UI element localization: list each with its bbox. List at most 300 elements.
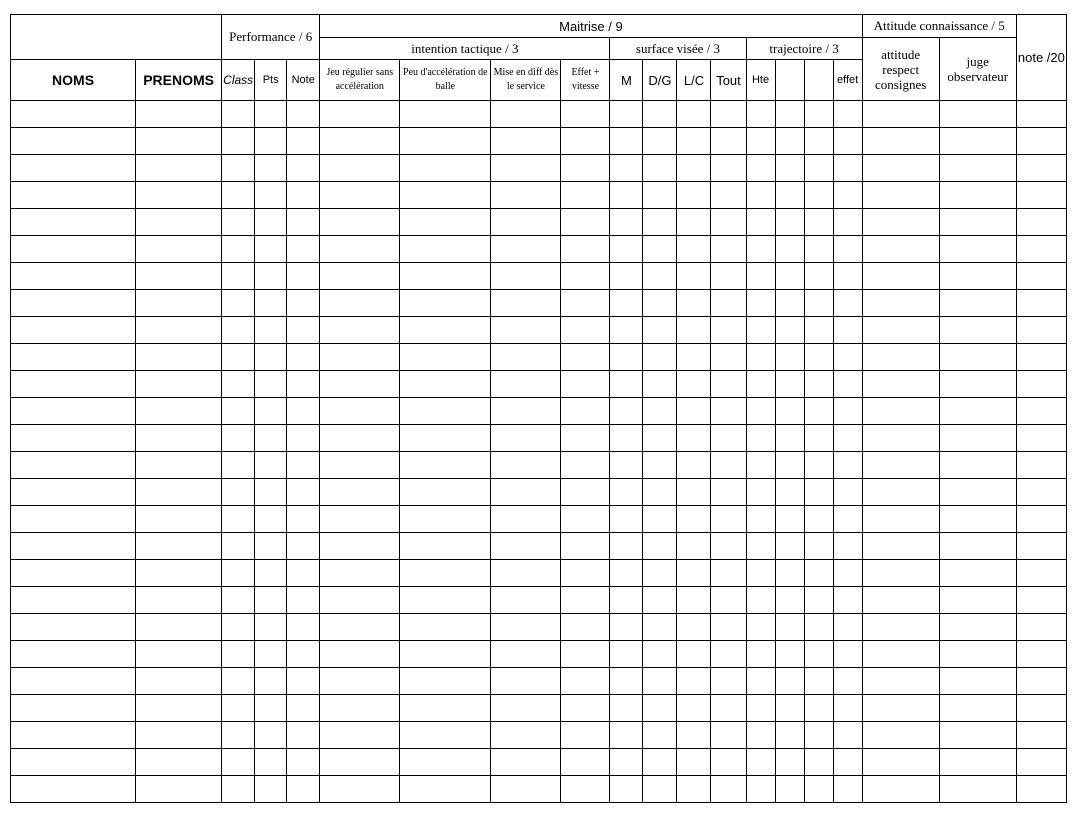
note-finale-cell[interactable] [1016, 560, 1066, 587]
nom-cell[interactable] [11, 749, 136, 776]
class-cell[interactable] [222, 398, 255, 425]
prenom-cell[interactable] [136, 371, 222, 398]
note-cell[interactable] [287, 452, 320, 479]
trajectoire-2-cell[interactable] [775, 263, 804, 290]
prenom-cell[interactable] [136, 236, 222, 263]
jeu-regulier-cell[interactable] [320, 587, 400, 614]
class-cell[interactable] [222, 236, 255, 263]
jeu-regulier-cell[interactable] [320, 425, 400, 452]
note-cell[interactable] [287, 209, 320, 236]
effet-vitesse-cell[interactable] [561, 668, 610, 695]
class-cell[interactable] [222, 749, 255, 776]
trajectoire-2-cell[interactable] [775, 236, 804, 263]
m-cell[interactable] [610, 182, 643, 209]
jeu-regulier-cell[interactable] [320, 317, 400, 344]
attitude-respect-cell[interactable] [862, 317, 939, 344]
trajectoire-2-cell[interactable] [775, 452, 804, 479]
nom-cell[interactable] [11, 776, 136, 803]
pts-cell[interactable] [255, 614, 287, 641]
note-cell[interactable] [287, 128, 320, 155]
attitude-respect-cell[interactable] [862, 425, 939, 452]
note-cell[interactable] [287, 236, 320, 263]
prenom-cell[interactable] [136, 452, 222, 479]
effet-cell[interactable] [833, 533, 862, 560]
effet-cell[interactable] [833, 425, 862, 452]
prenom-cell[interactable] [136, 209, 222, 236]
jeu-regulier-cell[interactable] [320, 614, 400, 641]
attitude-respect-cell[interactable] [862, 506, 939, 533]
lc-cell[interactable] [677, 101, 711, 128]
class-cell[interactable] [222, 479, 255, 506]
lc-cell[interactable] [677, 749, 711, 776]
m-cell[interactable] [610, 641, 643, 668]
trajectoire-2-cell[interactable] [775, 101, 804, 128]
m-cell[interactable] [610, 317, 643, 344]
class-cell[interactable] [222, 155, 255, 182]
prenom-cell[interactable] [136, 425, 222, 452]
peu-acceleration-cell[interactable] [400, 722, 491, 749]
m-cell[interactable] [610, 722, 643, 749]
juge-observateur-cell[interactable] [939, 317, 1016, 344]
lc-cell[interactable] [677, 317, 711, 344]
attitude-respect-cell[interactable] [862, 776, 939, 803]
m-cell[interactable] [610, 533, 643, 560]
effet-cell[interactable] [833, 344, 862, 371]
nom-cell[interactable] [11, 452, 136, 479]
m-cell[interactable] [610, 506, 643, 533]
juge-observateur-cell[interactable] [939, 614, 1016, 641]
m-cell[interactable] [610, 398, 643, 425]
hte-cell[interactable] [746, 776, 775, 803]
dg-cell[interactable] [643, 587, 677, 614]
trajectoire-3-cell[interactable] [804, 614, 833, 641]
pts-cell[interactable] [255, 128, 287, 155]
trajectoire-2-cell[interactable] [775, 560, 804, 587]
attitude-respect-cell[interactable] [862, 668, 939, 695]
effet-cell[interactable] [833, 452, 862, 479]
m-cell[interactable] [610, 263, 643, 290]
class-cell[interactable] [222, 263, 255, 290]
class-cell[interactable] [222, 776, 255, 803]
trajectoire-3-cell[interactable] [804, 668, 833, 695]
juge-observateur-cell[interactable] [939, 668, 1016, 695]
trajectoire-2-cell[interactable] [775, 668, 804, 695]
dg-cell[interactable] [643, 155, 677, 182]
class-cell[interactable] [222, 209, 255, 236]
jeu-regulier-cell[interactable] [320, 101, 400, 128]
lc-cell[interactable] [677, 128, 711, 155]
nom-cell[interactable] [11, 128, 136, 155]
attitude-respect-cell[interactable] [862, 641, 939, 668]
m-cell[interactable] [610, 587, 643, 614]
tout-cell[interactable] [711, 479, 746, 506]
attitude-respect-cell[interactable] [862, 722, 939, 749]
nom-cell[interactable] [11, 695, 136, 722]
note-finale-cell[interactable] [1016, 722, 1066, 749]
m-cell[interactable] [610, 101, 643, 128]
nom-cell[interactable] [11, 344, 136, 371]
effet-cell[interactable] [833, 371, 862, 398]
m-cell[interactable] [610, 425, 643, 452]
mise-en-diff-cell[interactable] [491, 641, 561, 668]
peu-acceleration-cell[interactable] [400, 182, 491, 209]
mise-en-diff-cell[interactable] [491, 371, 561, 398]
note-finale-cell[interactable] [1016, 749, 1066, 776]
trajectoire-2-cell[interactable] [775, 182, 804, 209]
note-finale-cell[interactable] [1016, 533, 1066, 560]
hte-cell[interactable] [746, 425, 775, 452]
note-finale-cell[interactable] [1016, 452, 1066, 479]
pts-cell[interactable] [255, 155, 287, 182]
tout-cell[interactable] [711, 695, 746, 722]
trajectoire-2-cell[interactable] [775, 506, 804, 533]
lc-cell[interactable] [677, 668, 711, 695]
jeu-regulier-cell[interactable] [320, 344, 400, 371]
mise-en-diff-cell[interactable] [491, 290, 561, 317]
lc-cell[interactable] [677, 722, 711, 749]
lc-cell[interactable] [677, 506, 711, 533]
trajectoire-3-cell[interactable] [804, 425, 833, 452]
note-cell[interactable] [287, 506, 320, 533]
effet-cell[interactable] [833, 560, 862, 587]
nom-cell[interactable] [11, 533, 136, 560]
effet-vitesse-cell[interactable] [561, 263, 610, 290]
note-cell[interactable] [287, 560, 320, 587]
effet-cell[interactable] [833, 668, 862, 695]
prenom-cell[interactable] [136, 290, 222, 317]
hte-cell[interactable] [746, 128, 775, 155]
juge-observateur-cell[interactable] [939, 155, 1016, 182]
trajectoire-3-cell[interactable] [804, 479, 833, 506]
trajectoire-3-cell[interactable] [804, 749, 833, 776]
prenom-cell[interactable] [136, 776, 222, 803]
nom-cell[interactable] [11, 236, 136, 263]
lc-cell[interactable] [677, 344, 711, 371]
peu-acceleration-cell[interactable] [400, 101, 491, 128]
mise-en-diff-cell[interactable] [491, 344, 561, 371]
effet-vitesse-cell[interactable] [561, 371, 610, 398]
mise-en-diff-cell[interactable] [491, 209, 561, 236]
nom-cell[interactable] [11, 155, 136, 182]
attitude-respect-cell[interactable] [862, 101, 939, 128]
class-cell[interactable] [222, 587, 255, 614]
effet-cell[interactable] [833, 398, 862, 425]
dg-cell[interactable] [643, 749, 677, 776]
effet-cell[interactable] [833, 182, 862, 209]
jeu-regulier-cell[interactable] [320, 398, 400, 425]
effet-vitesse-cell[interactable] [561, 425, 610, 452]
trajectoire-2-cell[interactable] [775, 155, 804, 182]
mise-en-diff-cell[interactable] [491, 236, 561, 263]
peu-acceleration-cell[interactable] [400, 236, 491, 263]
trajectoire-3-cell[interactable] [804, 344, 833, 371]
prenom-cell[interactable] [136, 506, 222, 533]
hte-cell[interactable] [746, 641, 775, 668]
prenom-cell[interactable] [136, 344, 222, 371]
jeu-regulier-cell[interactable] [320, 209, 400, 236]
dg-cell[interactable] [643, 695, 677, 722]
trajectoire-2-cell[interactable] [775, 290, 804, 317]
peu-acceleration-cell[interactable] [400, 290, 491, 317]
attitude-respect-cell[interactable] [862, 452, 939, 479]
hte-cell[interactable] [746, 479, 775, 506]
hte-cell[interactable] [746, 263, 775, 290]
mise-en-diff-cell[interactable] [491, 722, 561, 749]
class-cell[interactable] [222, 641, 255, 668]
pts-cell[interactable] [255, 533, 287, 560]
note-finale-cell[interactable] [1016, 371, 1066, 398]
peu-acceleration-cell[interactable] [400, 695, 491, 722]
mise-en-diff-cell[interactable] [491, 614, 561, 641]
note-cell[interactable] [287, 263, 320, 290]
class-cell[interactable] [222, 452, 255, 479]
tout-cell[interactable] [711, 614, 746, 641]
jeu-regulier-cell[interactable] [320, 533, 400, 560]
trajectoire-3-cell[interactable] [804, 101, 833, 128]
effet-vitesse-cell[interactable] [561, 749, 610, 776]
lc-cell[interactable] [677, 290, 711, 317]
peu-acceleration-cell[interactable] [400, 641, 491, 668]
juge-observateur-cell[interactable] [939, 452, 1016, 479]
prenom-cell[interactable] [136, 695, 222, 722]
trajectoire-3-cell[interactable] [804, 587, 833, 614]
prenom-cell[interactable] [136, 101, 222, 128]
effet-vitesse-cell[interactable] [561, 128, 610, 155]
lc-cell[interactable] [677, 236, 711, 263]
note-cell[interactable] [287, 371, 320, 398]
lc-cell[interactable] [677, 209, 711, 236]
prenom-cell[interactable] [136, 398, 222, 425]
note-finale-cell[interactable] [1016, 425, 1066, 452]
dg-cell[interactable] [643, 344, 677, 371]
tout-cell[interactable] [711, 398, 746, 425]
juge-observateur-cell[interactable] [939, 479, 1016, 506]
nom-cell[interactable] [11, 614, 136, 641]
dg-cell[interactable] [643, 722, 677, 749]
hte-cell[interactable] [746, 236, 775, 263]
trajectoire-2-cell[interactable] [775, 749, 804, 776]
nom-cell[interactable] [11, 209, 136, 236]
tout-cell[interactable] [711, 776, 746, 803]
prenom-cell[interactable] [136, 668, 222, 695]
note-finale-cell[interactable] [1016, 668, 1066, 695]
juge-observateur-cell[interactable] [939, 695, 1016, 722]
lc-cell[interactable] [677, 425, 711, 452]
nom-cell[interactable] [11, 182, 136, 209]
tout-cell[interactable] [711, 182, 746, 209]
prenom-cell[interactable] [136, 641, 222, 668]
effet-vitesse-cell[interactable] [561, 344, 610, 371]
attitude-respect-cell[interactable] [862, 587, 939, 614]
hte-cell[interactable] [746, 722, 775, 749]
effet-vitesse-cell[interactable] [561, 290, 610, 317]
lc-cell[interactable] [677, 560, 711, 587]
mise-en-diff-cell[interactable] [491, 425, 561, 452]
attitude-respect-cell[interactable] [862, 479, 939, 506]
note-finale-cell[interactable] [1016, 236, 1066, 263]
dg-cell[interactable] [643, 209, 677, 236]
trajectoire-2-cell[interactable] [775, 587, 804, 614]
dg-cell[interactable] [643, 533, 677, 560]
effet-vitesse-cell[interactable] [561, 776, 610, 803]
mise-en-diff-cell[interactable] [491, 317, 561, 344]
effet-vitesse-cell[interactable] [561, 398, 610, 425]
pts-cell[interactable] [255, 695, 287, 722]
m-cell[interactable] [610, 344, 643, 371]
hte-cell[interactable] [746, 398, 775, 425]
juge-observateur-cell[interactable] [939, 182, 1016, 209]
juge-observateur-cell[interactable] [939, 128, 1016, 155]
peu-acceleration-cell[interactable] [400, 506, 491, 533]
note-finale-cell[interactable] [1016, 155, 1066, 182]
juge-observateur-cell[interactable] [939, 263, 1016, 290]
trajectoire-3-cell[interactable] [804, 182, 833, 209]
tout-cell[interactable] [711, 587, 746, 614]
mise-en-diff-cell[interactable] [491, 479, 561, 506]
note-finale-cell[interactable] [1016, 479, 1066, 506]
trajectoire-2-cell[interactable] [775, 695, 804, 722]
hte-cell[interactable] [746, 533, 775, 560]
peu-acceleration-cell[interactable] [400, 425, 491, 452]
dg-cell[interactable] [643, 236, 677, 263]
trajectoire-3-cell[interactable] [804, 128, 833, 155]
effet-cell[interactable] [833, 317, 862, 344]
effet-cell[interactable] [833, 290, 862, 317]
lc-cell[interactable] [677, 641, 711, 668]
note-cell[interactable] [287, 344, 320, 371]
nom-cell[interactable] [11, 641, 136, 668]
lc-cell[interactable] [677, 587, 711, 614]
dg-cell[interactable] [643, 101, 677, 128]
note-cell[interactable] [287, 749, 320, 776]
attitude-respect-cell[interactable] [862, 344, 939, 371]
mise-en-diff-cell[interactable] [491, 101, 561, 128]
dg-cell[interactable] [643, 479, 677, 506]
jeu-regulier-cell[interactable] [320, 506, 400, 533]
m-cell[interactable] [610, 695, 643, 722]
dg-cell[interactable] [643, 425, 677, 452]
note-cell[interactable] [287, 587, 320, 614]
juge-observateur-cell[interactable] [939, 236, 1016, 263]
effet-cell[interactable] [833, 236, 862, 263]
prenom-cell[interactable] [136, 263, 222, 290]
dg-cell[interactable] [643, 371, 677, 398]
attitude-respect-cell[interactable] [862, 290, 939, 317]
lc-cell[interactable] [677, 452, 711, 479]
nom-cell[interactable] [11, 398, 136, 425]
juge-observateur-cell[interactable] [939, 344, 1016, 371]
note-cell[interactable] [287, 695, 320, 722]
tout-cell[interactable] [711, 128, 746, 155]
effet-vitesse-cell[interactable] [561, 155, 610, 182]
prenom-cell[interactable] [136, 128, 222, 155]
tout-cell[interactable] [711, 506, 746, 533]
trajectoire-2-cell[interactable] [775, 533, 804, 560]
nom-cell[interactable] [11, 587, 136, 614]
dg-cell[interactable] [643, 290, 677, 317]
prenom-cell[interactable] [136, 533, 222, 560]
trajectoire-2-cell[interactable] [775, 776, 804, 803]
prenom-cell[interactable] [136, 317, 222, 344]
effet-vitesse-cell[interactable] [561, 695, 610, 722]
class-cell[interactable] [222, 371, 255, 398]
trajectoire-2-cell[interactable] [775, 722, 804, 749]
note-cell[interactable] [287, 722, 320, 749]
pts-cell[interactable] [255, 317, 287, 344]
jeu-regulier-cell[interactable] [320, 236, 400, 263]
attitude-respect-cell[interactable] [862, 236, 939, 263]
trajectoire-3-cell[interactable] [804, 506, 833, 533]
trajectoire-3-cell[interactable] [804, 452, 833, 479]
note-cell[interactable] [287, 398, 320, 425]
note-finale-cell[interactable] [1016, 317, 1066, 344]
effet-cell[interactable] [833, 776, 862, 803]
trajectoire-3-cell[interactable] [804, 695, 833, 722]
effet-cell[interactable] [833, 479, 862, 506]
peu-acceleration-cell[interactable] [400, 452, 491, 479]
lc-cell[interactable] [677, 695, 711, 722]
mise-en-diff-cell[interactable] [491, 182, 561, 209]
effet-vitesse-cell[interactable] [561, 209, 610, 236]
effet-cell[interactable] [833, 749, 862, 776]
nom-cell[interactable] [11, 101, 136, 128]
pts-cell[interactable] [255, 236, 287, 263]
jeu-regulier-cell[interactable] [320, 749, 400, 776]
note-cell[interactable] [287, 317, 320, 344]
effet-vitesse-cell[interactable] [561, 101, 610, 128]
m-cell[interactable] [610, 236, 643, 263]
prenom-cell[interactable] [136, 155, 222, 182]
tout-cell[interactable] [711, 263, 746, 290]
dg-cell[interactable] [643, 614, 677, 641]
dg-cell[interactable] [643, 452, 677, 479]
mise-en-diff-cell[interactable] [491, 695, 561, 722]
juge-observateur-cell[interactable] [939, 209, 1016, 236]
juge-observateur-cell[interactable] [939, 101, 1016, 128]
tout-cell[interactable] [711, 317, 746, 344]
attitude-respect-cell[interactable] [862, 371, 939, 398]
trajectoire-2-cell[interactable] [775, 479, 804, 506]
note-finale-cell[interactable] [1016, 506, 1066, 533]
jeu-regulier-cell[interactable] [320, 668, 400, 695]
dg-cell[interactable] [643, 560, 677, 587]
effet-cell[interactable] [833, 263, 862, 290]
m-cell[interactable] [610, 371, 643, 398]
effet-vitesse-cell[interactable] [561, 452, 610, 479]
class-cell[interactable] [222, 533, 255, 560]
prenom-cell[interactable] [136, 587, 222, 614]
mise-en-diff-cell[interactable] [491, 560, 561, 587]
hte-cell[interactable] [746, 506, 775, 533]
dg-cell[interactable] [643, 182, 677, 209]
attitude-respect-cell[interactable] [862, 614, 939, 641]
jeu-regulier-cell[interactable] [320, 641, 400, 668]
note-finale-cell[interactable] [1016, 290, 1066, 317]
effet-vitesse-cell[interactable] [561, 722, 610, 749]
jeu-regulier-cell[interactable] [320, 776, 400, 803]
jeu-regulier-cell[interactable] [320, 479, 400, 506]
lc-cell[interactable] [677, 263, 711, 290]
dg-cell[interactable] [643, 668, 677, 695]
attitude-respect-cell[interactable] [862, 209, 939, 236]
hte-cell[interactable] [746, 209, 775, 236]
note-finale-cell[interactable] [1016, 182, 1066, 209]
effet-cell[interactable] [833, 155, 862, 182]
lc-cell[interactable] [677, 776, 711, 803]
hte-cell[interactable] [746, 668, 775, 695]
mise-en-diff-cell[interactable] [491, 587, 561, 614]
tout-cell[interactable] [711, 749, 746, 776]
